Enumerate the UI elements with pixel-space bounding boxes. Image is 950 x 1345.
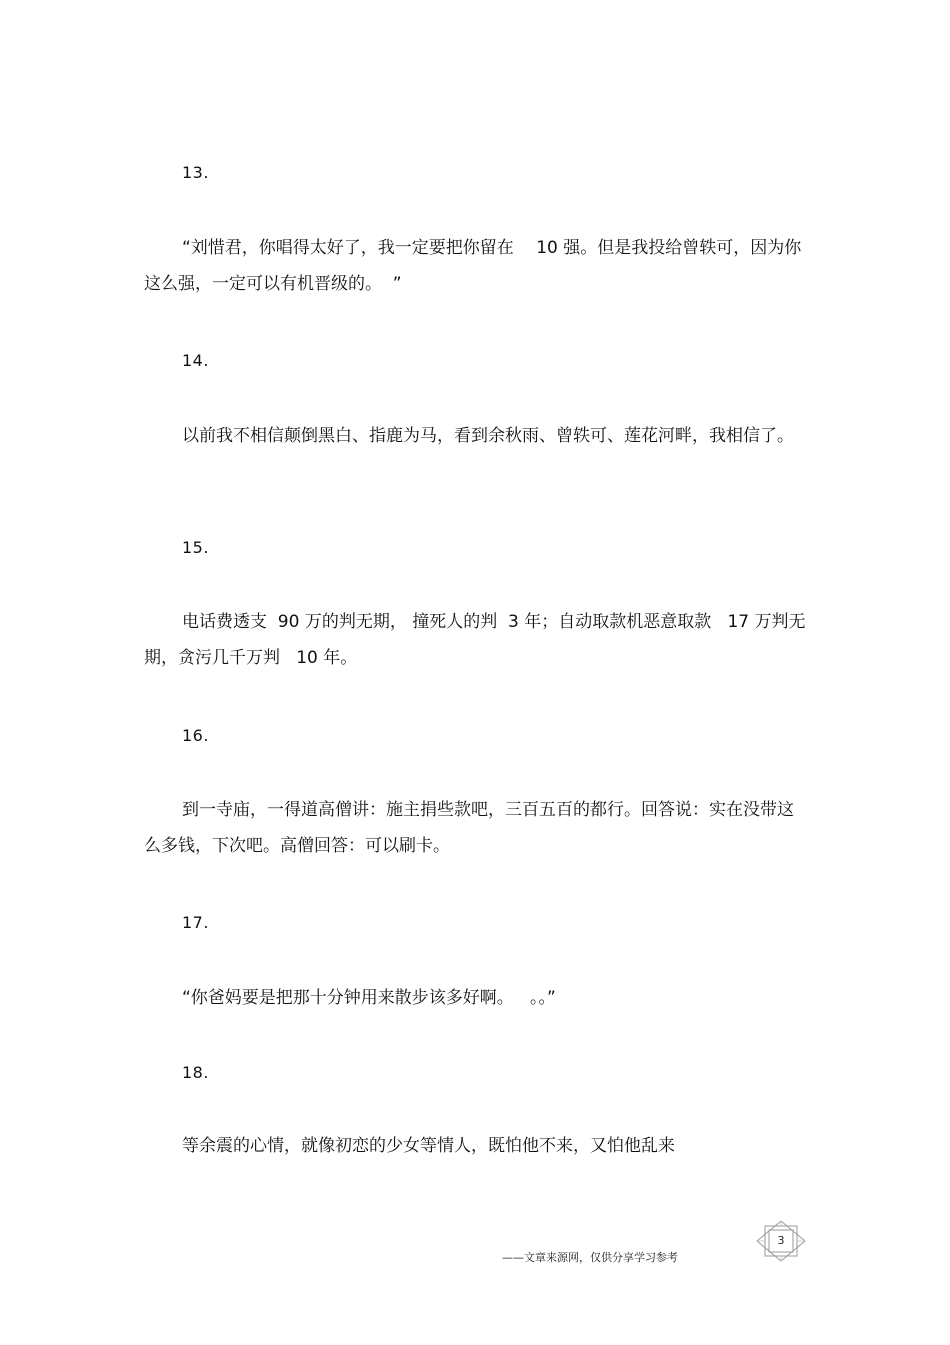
entry-number-14: 14. bbox=[182, 351, 209, 370]
entry-number-18: 18. bbox=[182, 1063, 209, 1082]
entry-number-17: 17. bbox=[182, 913, 209, 932]
entry-number-15: 15. bbox=[182, 538, 209, 557]
entry-text-14: 以前我不相信颠倒黑白、指鹿为马，看到余秋雨、曾轶可、莲花河畔，我相信了。 bbox=[182, 426, 794, 446]
page-number: 3 bbox=[777, 1234, 785, 1247]
entry-text-15: 电话费透支 90 万的判无期， 撞死人的判 3 年；自动取款机恶意取款 17 万判无期，贪污几千万判 10 年。 bbox=[144, 612, 806, 668]
footer-source-note: ——文章来源网，仅供分享学习参考 bbox=[502, 1251, 678, 1264]
entry-text-17: “你爸妈要是把那十分钟用来散步该多好啊。 。。” bbox=[182, 988, 556, 1008]
page-number-badge bbox=[756, 1220, 806, 1262]
entry-number-13: 13. bbox=[182, 163, 209, 182]
entry-text-18: 等余震的心情，就像初恋的少女等情人，既怕他不来，又怕他乱来 bbox=[182, 1136, 675, 1156]
entry-text-16: 到一寺庙，一得道高僧讲：施主捐些款吧，三百五百的都行。回答说：实在没带这么多钱，下次吧。高僧回答：可以刷卡。 bbox=[144, 800, 794, 856]
entry-text-13: “刘惜君，你唱得太好了，我一定要把你留在 10 强。但是我投给曾轶可，因为你这么强，一定可以有机晋级的。 ” bbox=[144, 238, 802, 294]
entry-number-16: 16. bbox=[182, 726, 209, 745]
